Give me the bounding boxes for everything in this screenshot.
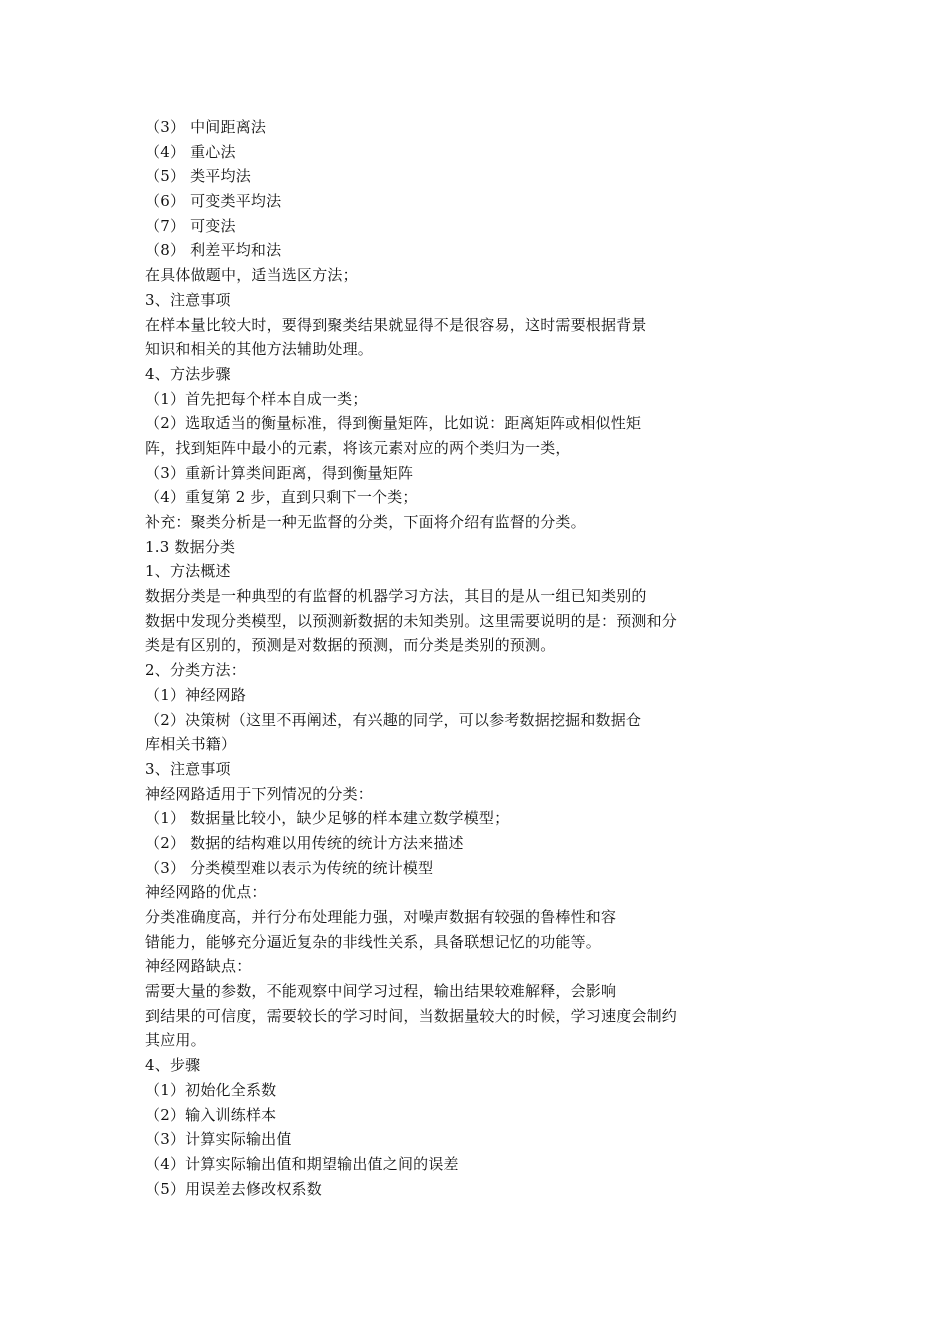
text-line: （1）神经网路	[145, 685, 246, 704]
text-line: （4）计算实际输出值和期望输出值之间的误差	[145, 1154, 459, 1173]
text-line: 分类准确度高，并行分布处理能力强，对噪声数据有较强的鲁棒性和容	[145, 908, 617, 926]
text-line: （2）输入训练样本	[145, 1105, 277, 1124]
text-line: （2） 数据的结构难以用传统的统计方法来描述	[145, 833, 464, 852]
text-line: 在具体做题中，适当选区方法；	[145, 266, 358, 285]
text-line: 补充：聚类分析是一种无监督的分类，下面将介绍有监督的分类。	[145, 513, 586, 531]
text-line: （4）重复第 2 步，直到只剩下一个类；	[145, 488, 418, 507]
section-title: 1.3 数据分类	[145, 537, 236, 556]
text-line: （4） 重心法	[145, 142, 236, 161]
text-line: 需要大量的参数，不能观察中间学习过程，输出结果较难解释，会影响	[145, 982, 617, 1001]
text-line: 神经网路缺点：	[145, 957, 252, 976]
text-line: （5）用误差去修改权系数	[145, 1179, 322, 1198]
document-body	[145, 115, 765, 1201]
text-line: 类是有区别的，预测是对数据的预测，而分类是类别的预测。	[145, 636, 556, 655]
text-line: （6） 可变类平均法	[145, 192, 282, 211]
text-line: 库相关书籍）	[145, 735, 237, 754]
text-line: 到结果的可信度，需要较长的学习时间，当数据量较大的时候，学习速度会制约	[145, 1006, 678, 1025]
text-line: （8） 利差平均和法	[145, 241, 282, 260]
text-line: 其应用。	[145, 1031, 206, 1050]
text-line: （5） 类平均法	[145, 167, 251, 186]
text-line: 错能力，能够充分逼近复杂的非线性关系，具备联想记忆的功能等。	[145, 932, 602, 951]
section-heading: 1、方法概述	[145, 562, 231, 581]
text-line: （3）计算实际输出值	[145, 1130, 292, 1149]
text-line: （1） 数据量比较小，缺少足够的样本建立数学模型；	[145, 809, 510, 828]
section-heading: 4、方法步骤	[145, 364, 231, 383]
text-line: （1）初始化全系数	[145, 1080, 277, 1099]
text-line: （3）重新计算类间距离，得到衡量矩阵	[145, 463, 414, 482]
text-line: 数据中发现分类模型，以预测新数据的未知类别。这里需要说明的是：预测和分	[145, 611, 678, 630]
text-line: 数据分类是一种典型的有监督的机器学习方法，其目的是从一组已知类别的	[145, 587, 647, 606]
text-line: （3） 分类模型难以表示为传统的统计模型	[145, 858, 434, 877]
section-heading: 4、步骤	[145, 1056, 201, 1075]
text-line: （3） 中间距离法	[145, 118, 267, 136]
section-heading: 3、注意事项	[145, 290, 231, 309]
section-heading: 3、注意事项	[145, 759, 231, 778]
text-line: 在样本量比较大时，要得到聚类结果就显得不是很容易，这时需要根据背景	[145, 315, 647, 334]
text-line: 知识和相关的其他方法辅助处理。	[145, 340, 374, 359]
section-heading: 2、分类方法：	[145, 661, 246, 680]
text-line: 神经网路适用于下列情况的分类：	[145, 784, 374, 803]
text-line: （1）首先把每个样本自成一类；	[145, 389, 368, 408]
text-line: 阵，找到矩阵中最小的元素，将该元素对应的两个类归为一类，	[145, 438, 571, 457]
text-line: （2）决策树（这里不再阐述，有兴趣的同学，可以参考数据挖掘和数据仓	[145, 710, 642, 729]
text-line: （2）选取适当的衡量标准，得到衡量矩阵，比如说：距离矩阵或相似性矩	[145, 414, 642, 433]
text-line: 神经网路的优点：	[145, 883, 267, 902]
text-line: （7） 可变法	[145, 216, 236, 235]
